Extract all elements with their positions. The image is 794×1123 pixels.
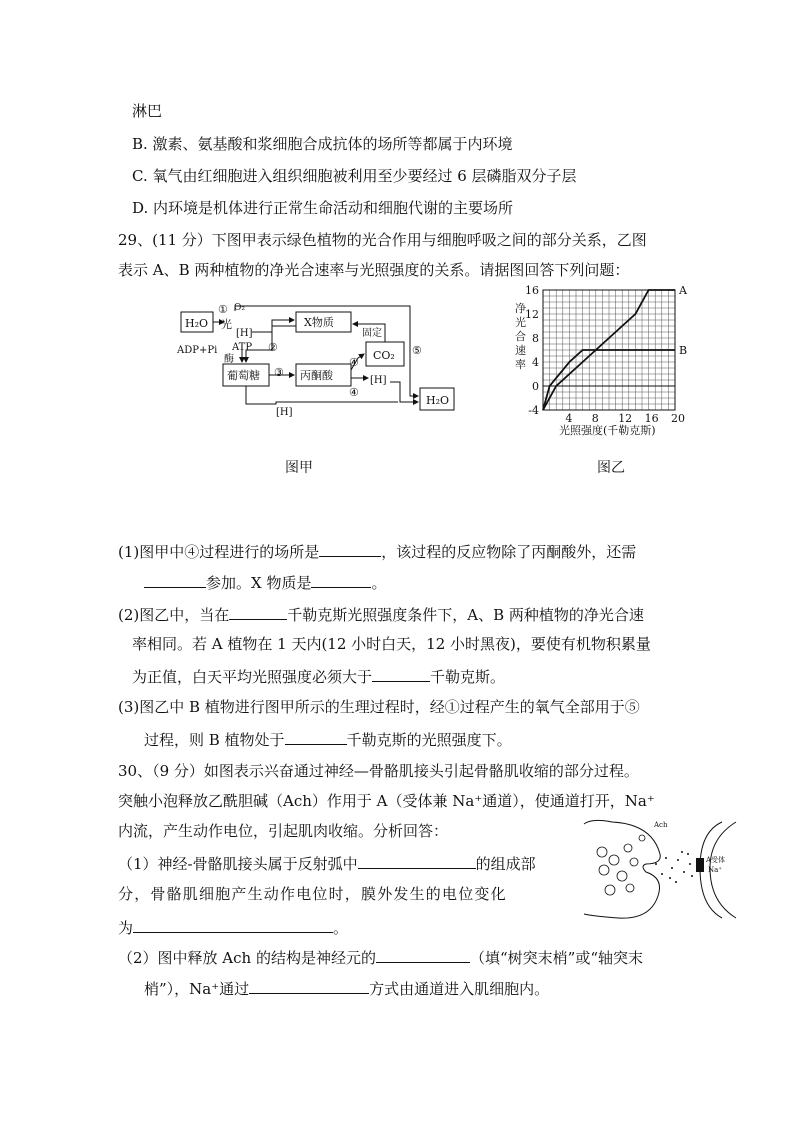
adp-label: ADP+Pi xyxy=(177,345,218,356)
q30-stem-2: 突触小泡释放乙酰胆碱（Ach）作用于 A（受体兼 Na⁺通道），使通道打开，Na⁺ xyxy=(118,792,655,810)
circle-5: ⑤ xyxy=(412,344,422,357)
option-d: D. 内环境是机体进行正常生命活动和细胞代谢的主要场所 xyxy=(132,199,514,217)
q30-sub2-text-d: 方式由通道进入肌细胞内。 xyxy=(369,980,550,998)
q29-sub3-line2 xyxy=(144,728,512,750)
q30-sub2-text-b: （填“树突末梢”或“轴突末 xyxy=(469,949,643,967)
blank-30-1[interactable] xyxy=(358,852,476,869)
q29-sub2-line3 xyxy=(132,665,505,687)
circle-3: ③ xyxy=(274,366,284,379)
co2-label: CO₂ xyxy=(373,349,395,362)
x-tick-label: 8 xyxy=(591,412,599,425)
enzyme-label: 酶 xyxy=(224,354,234,365)
q29-sub2-line1 xyxy=(118,603,644,625)
y-tick-label: -4 xyxy=(528,404,539,417)
receptor-channel xyxy=(696,858,704,872)
blank-29-3[interactable] xyxy=(311,571,371,588)
q30-stem-3: 内流，产生动作电位，引起肌肉收缩。分析回答： xyxy=(118,822,449,840)
blank-29-1[interactable] xyxy=(319,540,381,557)
circle-4a: ④ xyxy=(349,356,359,369)
q29-sub3-text-b: 过程，则 B 植物处于 xyxy=(144,731,285,749)
figure-yi-caption: 图乙 xyxy=(597,460,625,476)
q30-sub1-text-b: 的组成部 xyxy=(475,855,536,873)
h-label-2: [H] xyxy=(370,375,387,386)
axon-terminal xyxy=(584,820,660,918)
blank-29-2[interactable] xyxy=(144,571,206,588)
x-substance-label: X物质 xyxy=(304,316,334,329)
fixation-label: 固定 xyxy=(362,328,382,339)
chart-xlabel: 光照强度(千勒克斯) xyxy=(559,424,656,437)
figure-yi-chart xyxy=(505,282,705,442)
x-tick-label: 12 xyxy=(618,412,633,425)
q29-sub3-line1: (3)图乙中 B 植物进行图甲所示的生理过程时，经①过程产生的氧气全部用于⑤ xyxy=(118,698,640,716)
h-label-3: [H] xyxy=(276,407,293,418)
q29-sub1-text-c: 参加。X 物质是 xyxy=(206,574,312,592)
q30-sub2-line2 xyxy=(144,977,549,999)
h-label-1: [H] xyxy=(236,328,253,339)
q29-sub2-text-e: 千勒克斯。 xyxy=(430,668,506,686)
q29-sub1-text-a: (1)图甲中④过程进行的场所是 xyxy=(118,543,320,561)
q29-sub1-line2 xyxy=(144,571,386,593)
o2-label: O₂ xyxy=(234,303,245,313)
y-tick-label: 8 xyxy=(532,332,539,345)
q30-sub2-text-c: 梢”），Na⁺通过 xyxy=(144,980,250,998)
option-b: B. 激素、氨基酸和浆细胞合成抗体的场所等都属于内环境 xyxy=(132,135,513,153)
ach-label: Ach xyxy=(654,821,668,829)
option-c: C. 氧气由红细胞进入组织细胞被利用至少要经过 6 层磷脂双分子层 xyxy=(132,167,577,185)
q29-sub1-text-b: ，该过程的反应物除了丙酮酸外，还需 xyxy=(381,543,637,561)
q29-stem-2: 表示 A、B 两种植物的净光合速率与光照强度的关系。请据图回答下列问题： xyxy=(118,261,630,279)
y-tick-label: 0 xyxy=(532,380,539,393)
blank-30-3[interactable] xyxy=(376,946,470,963)
q30-stem-1: 30、（9 分）如图表示兴奋通过神经—骨骼肌接头引起骨骼肌收缩的部分过程。 xyxy=(118,762,639,780)
circle-4b: ④ xyxy=(349,386,359,399)
circle-2: ② xyxy=(268,341,278,354)
na-label: Na⁺ xyxy=(708,866,722,874)
vesicles xyxy=(597,835,645,895)
q29-sub2-text-a: (2)图乙中，当在 xyxy=(118,606,230,624)
blank-29-6[interactable] xyxy=(285,728,347,745)
q30-sub1-text-e: 。 xyxy=(333,919,349,937)
q29-sub3-text-c: 千勒克斯的光照强度下。 xyxy=(346,731,512,749)
figure-jia-caption: 图甲 xyxy=(285,460,313,476)
q30-sub1-text-d: 为 xyxy=(118,919,134,937)
blank-30-4[interactable] xyxy=(249,977,369,994)
blank-30-2[interactable] xyxy=(133,916,333,933)
atp-label: ATP xyxy=(232,342,253,353)
glucose-label: 葡萄糖 xyxy=(227,369,260,382)
x-tick-label: 16 xyxy=(644,412,659,425)
q29-sub2-text-d: 为正值，白天平均光照强度必须大于 xyxy=(132,668,373,686)
q29-sub2-text-b: 千勒克斯光照强度条件下，A、B 两种植物的净光合速 xyxy=(287,606,644,624)
h2o-left-label: H₂O xyxy=(185,317,209,330)
q30-sub1-text-a: （1）神经-骨骼肌接头属于反射弧中 xyxy=(118,855,358,873)
h2o-right-label: H₂O xyxy=(426,394,450,407)
q30-sub2-line1 xyxy=(118,946,643,968)
q30-sub1-line2: 分，骨骼肌细胞产生动作电位时，膜外发生的电位变化 xyxy=(118,885,507,903)
y-tick-label: 12 xyxy=(525,308,539,321)
blank-29-5[interactable] xyxy=(372,665,430,682)
q29-stem-1: 29、(11 分）下图甲表示绿色植物的光合作用与细胞呼吸之间的部分关系，乙图 xyxy=(118,231,647,249)
q30-sub1-line1 xyxy=(118,852,536,874)
circle-1: ① xyxy=(218,303,228,316)
blank-29-4[interactable] xyxy=(229,603,287,620)
y-tick-label: 4 xyxy=(532,356,539,369)
x-tick-label: 4 xyxy=(565,412,573,425)
pyruvate-label: 丙酮酸 xyxy=(300,369,333,382)
y-tick-label: 16 xyxy=(525,284,539,297)
q29-sub1-text-d: 。 xyxy=(371,574,387,592)
q30-sub2-text-a: （2）图中释放 Ach 的结构是神经元的 xyxy=(118,949,376,967)
q29-sub1-line1 xyxy=(118,540,636,562)
chart-ylabel: 净光合速率 xyxy=(515,302,526,371)
q29-sub2-line2: 率相同。若 A 植物在 1 天内(12 小时白天，12 小时黑夜)，要使有机物积累量 xyxy=(132,635,651,653)
figure-jia-diagram xyxy=(172,298,462,418)
x-tick-label: 20 xyxy=(671,412,685,425)
series-label-A: A xyxy=(679,284,687,297)
synapse-diagram xyxy=(582,818,742,922)
option-a-tail: 淋巴 xyxy=(132,102,163,120)
light-label: 光 xyxy=(221,318,232,331)
receptor-label: A受体 xyxy=(706,856,726,864)
series-label-B: B xyxy=(679,344,688,357)
q30-sub1-line3 xyxy=(118,916,348,938)
